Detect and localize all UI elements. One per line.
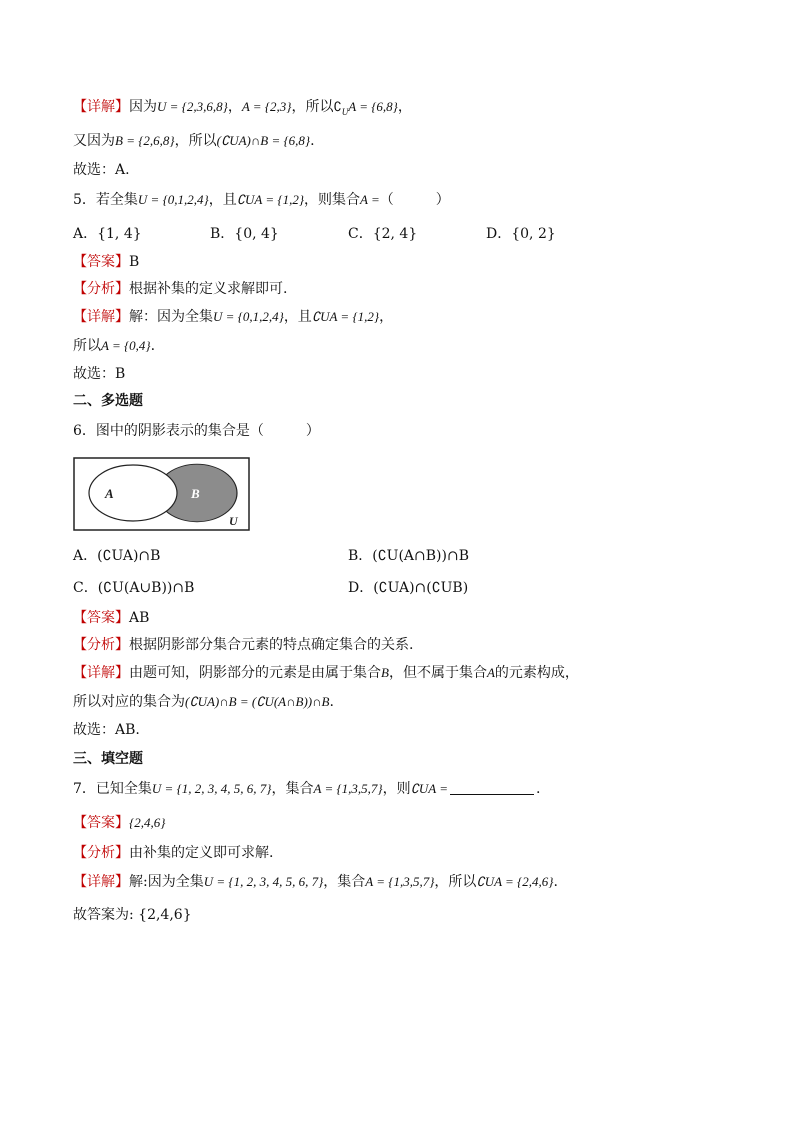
q6-option-c: C．(∁U(A∪B))∩B: [73, 580, 195, 596]
q4-detail-line2: 又因为B = {2,6,8}，所以(∁UA)∩B = {6,8}.: [73, 133, 315, 149]
q6-choose: 故选：AB.: [73, 722, 140, 738]
label-u: U: [229, 514, 238, 528]
q7-stem: 7．已知全集U = {1, 2, 3, 4, 5, 6, 7}，集合A = {1,3,5,7}，则∁UA = .: [73, 781, 541, 797]
section-fill-blank: 三、填空题: [73, 751, 143, 767]
section-multi-choice: 二、多选题: [73, 393, 143, 409]
q6-detail-line1: 【详解】由题可知，阴影部分的元素是由属于集合B，但不属于集合A的元素构成，: [73, 665, 579, 681]
q5-detail-line2: 所以A = {0,4}.: [73, 338, 156, 354]
q5-detail-line1: 【详解】解：因为全集U = {0,1,2,4}，且∁UA = {1,2}，: [73, 309, 394, 325]
q5-analysis: 【分析】根据补集的定义求解即可.: [73, 281, 288, 297]
q6-option-d: D．(∁UA)∩(∁UB): [348, 580, 469, 596]
label-b: B: [191, 486, 200, 501]
q6-analysis: 【分析】根据阴影部分集合元素的特点确定集合的关系.: [73, 637, 414, 653]
q5-option-b: B．{0, 4}: [210, 226, 279, 242]
q6-option-b: B．(∁U(A∩B))∩B: [348, 548, 469, 564]
q4-choose: 故选：A.: [73, 162, 130, 178]
detail-label: 【详解】: [73, 99, 129, 115]
q6-detail-line2: 所以对应的集合为(∁UA)∩B = (∁U(A∩B))∩B.: [73, 694, 334, 710]
q6-option-a: A．(∁UA)∩B: [73, 548, 161, 564]
q6-answer: 【答案】AB: [73, 610, 150, 626]
q5-stem: 5．若全集U = {0,1,2,4}，且∁UA = {1,2}，则集合A =（ ）: [73, 192, 450, 208]
q7-detail: 【详解】解:因为全集U = {1, 2, 3, 4, 5, 6, 7}，集合A = {1,3,5,7}，所以∁UA = {2,4,6}.: [73, 874, 558, 890]
answer-blank: [450, 780, 534, 795]
venn-diagram: [73, 457, 251, 532]
q7-analysis: 【分析】由补集的定义即可求解.: [73, 845, 274, 861]
q6-stem: 6．图中的阴影表示的集合是（ ）: [73, 423, 320, 439]
q5-option-d: D．{0, 2}: [486, 226, 556, 242]
q4-detail-line1: 【详解】因为U = {2,3,6,8}，A = {2,3}，所以$∁_UA = \{6,8\}$，: [73, 99, 412, 117]
q5-answer: 【答案】B: [73, 254, 140, 270]
q5-choose: 故选：B: [73, 366, 126, 382]
q5-option-a: A．{1, 4}: [73, 226, 142, 242]
circle-a: [89, 465, 177, 521]
q7-answer: 【答案】{2,4,6}: [73, 815, 166, 831]
label-a: A: [105, 486, 114, 501]
q5-option-c: C．{2, 4}: [348, 226, 418, 242]
q7-final: 故答案为: {2,4,6}: [73, 907, 192, 923]
